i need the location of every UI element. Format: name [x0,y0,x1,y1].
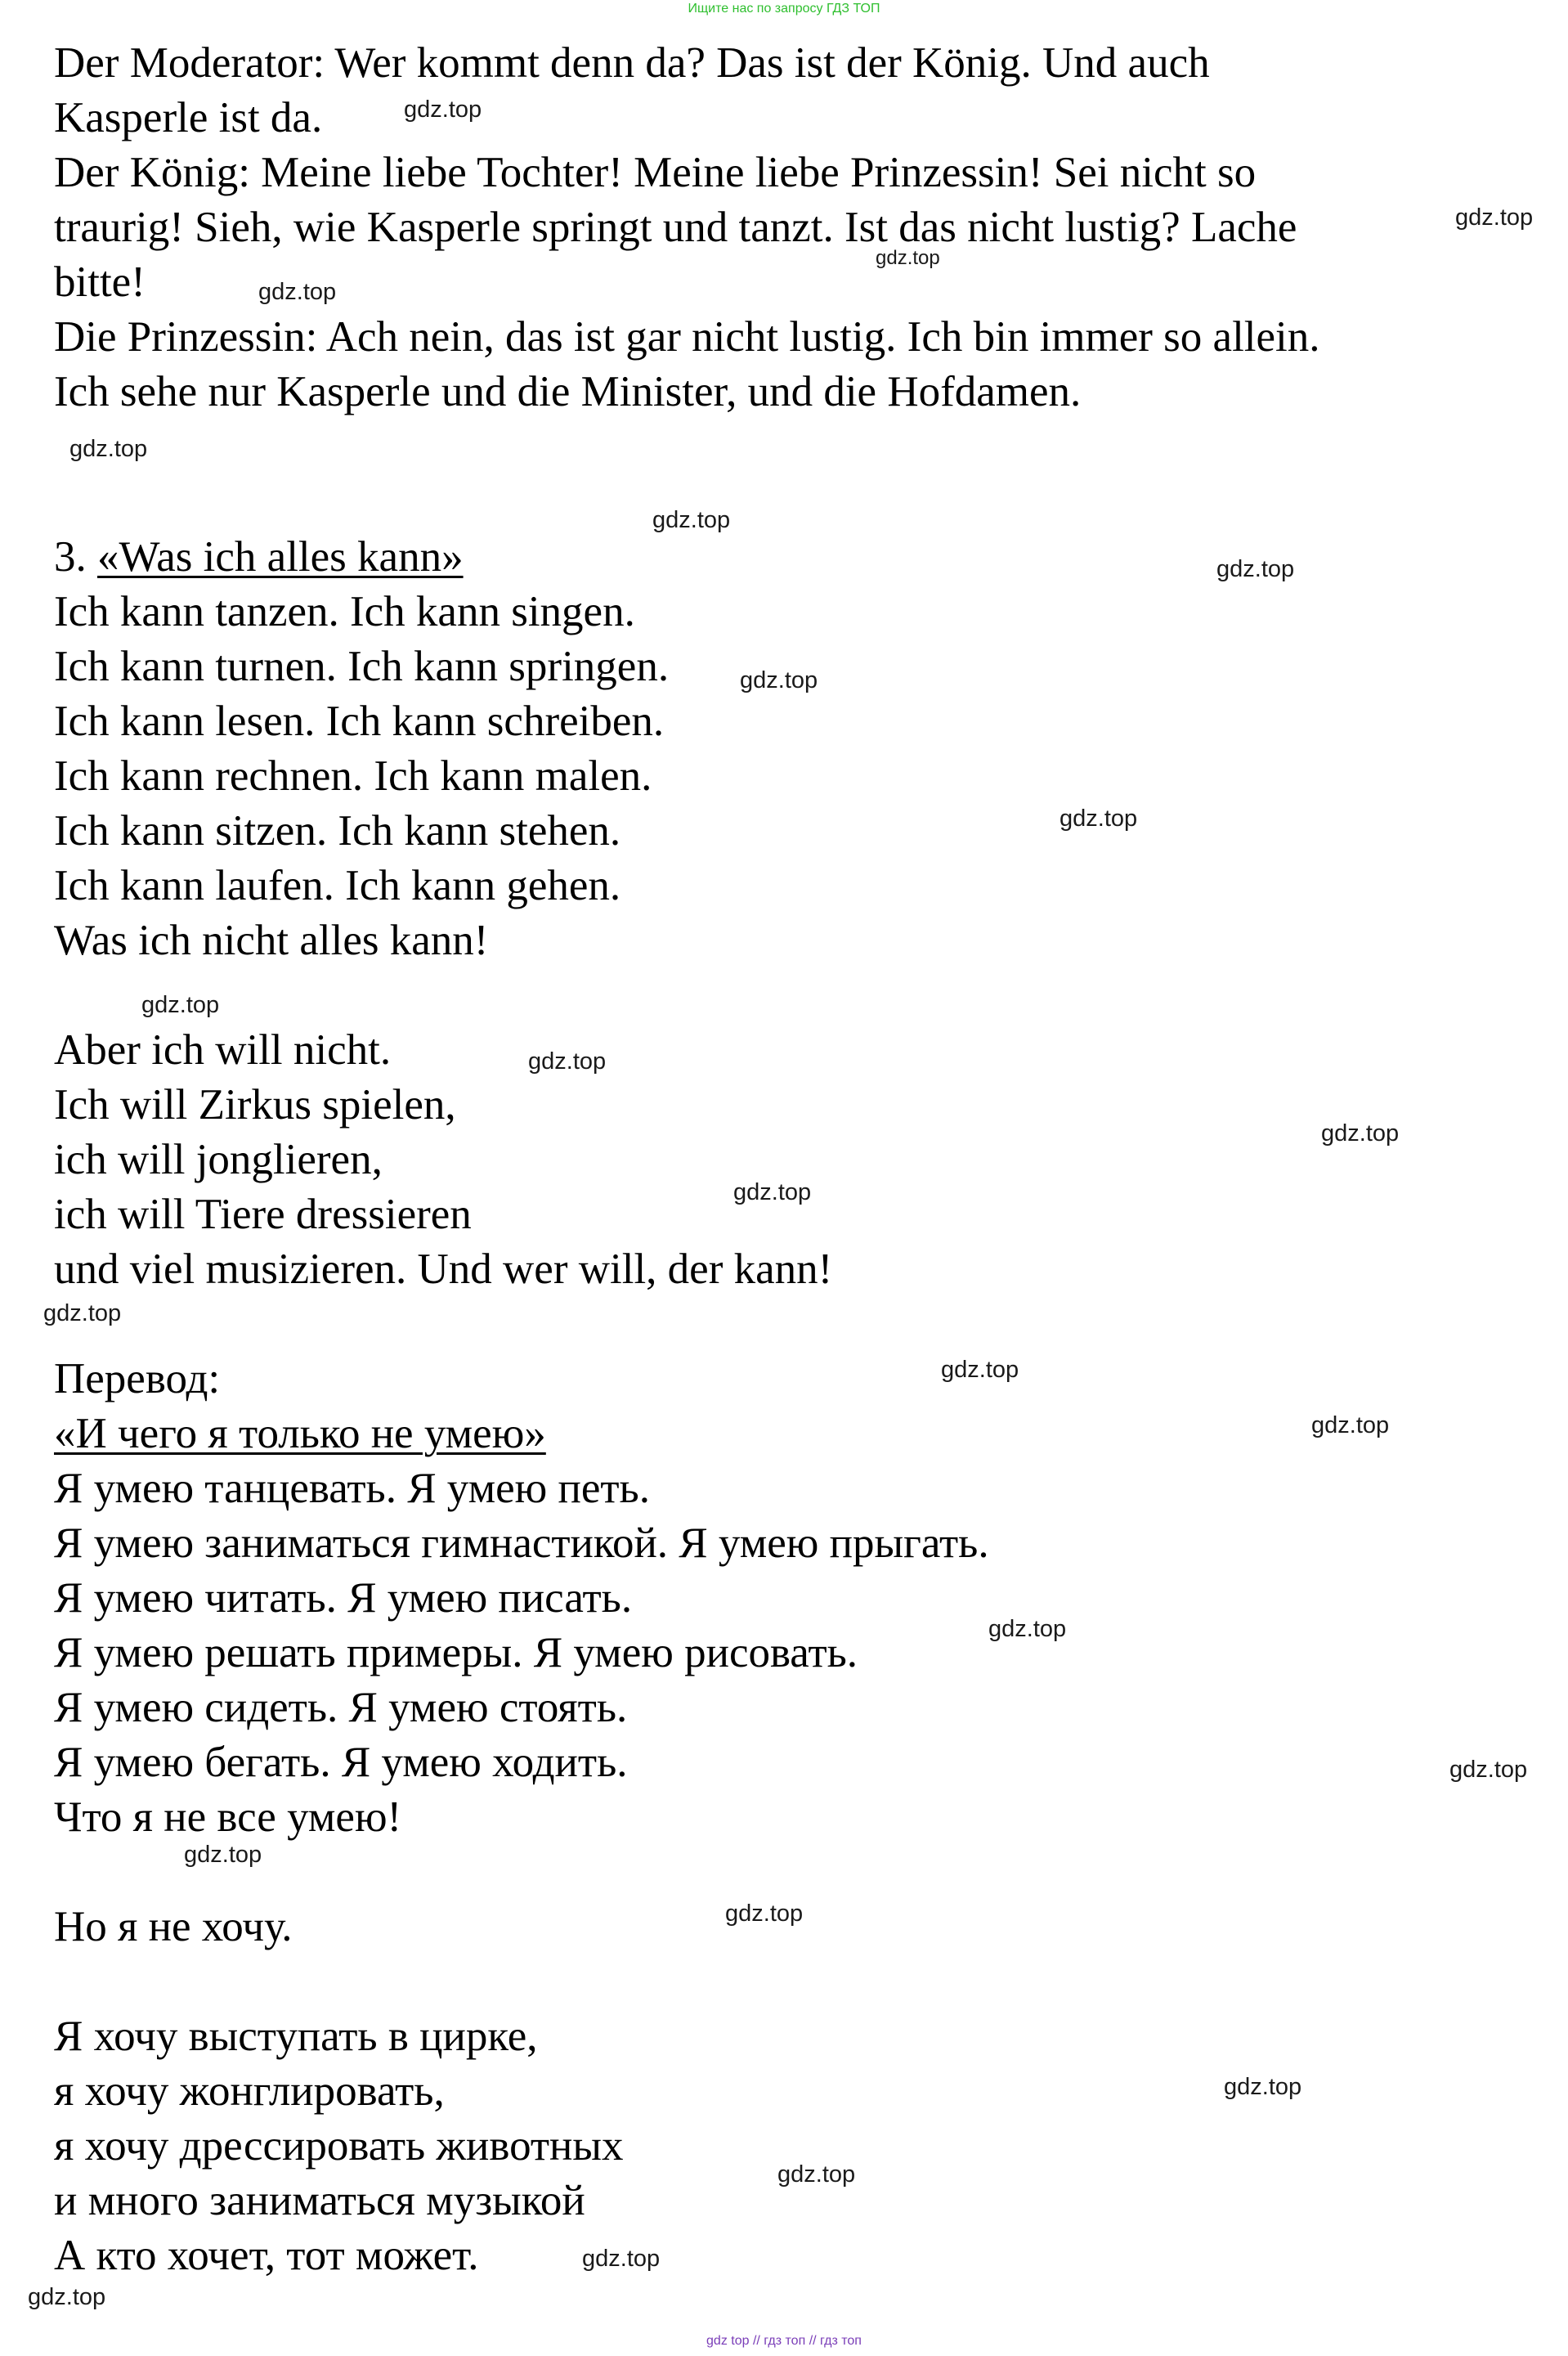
scene-line: traurig! Sieh, wie Kasperle springt und tanzt. Ist das nicht lustig? Lache [54,204,1297,251]
watermark: gdz.top [1216,556,1295,582]
watermark: gdz.top [141,992,220,1018]
poem-number: 3. [54,533,87,581]
translation-line: Я умею решать примеры. Я умею рисовать. [54,1629,858,1676]
watermark: gdz.top [652,507,731,533]
poem-line: Ich kann sitzen. Ich kann stehen. [54,807,621,855]
translation-line: Я умею танцевать. Я умею петь. [54,1465,650,1512]
poem-line: Was ich nicht alles kann! [54,917,489,964]
watermark: gdz.top [1455,204,1534,231]
watermark: gdz.top [988,1616,1067,1642]
poem-line: Aber ich will nicht. [54,1026,392,1074]
translation-line: Но я не хочу. [54,1903,293,1950]
scene-line: Der König: Meine liebe Tochter! Meine liebe Prinzessin! Sei nicht so [54,149,1257,196]
translation-line: А кто хочет, тот может. [54,2232,479,2279]
poem-line: Ich kann tanzen. Ich kann singen. [54,588,635,635]
watermark: gdz.top [725,1901,804,1927]
watermark: gdz.top [1224,2074,1302,2100]
translation-line: и много заниматься музыкой [54,2177,585,2224]
poem-title: «Was ich alles kann» [97,533,464,581]
translation-title-text: «И чего я только не умею» [54,1410,546,1457]
bottom-banner[interactable]: gdz top // гдз топ // гдз топ [706,2334,862,2348]
poem-line: ich will Tiere dressieren [54,1191,472,1238]
poem-line: Ich kann turnen. Ich kann springen. [54,643,670,690]
watermark: gdz.top [777,2161,856,2188]
watermark: gdz.top [1321,1120,1400,1147]
top-banner[interactable]: Ищите нас по запросу ГДЗ ТОП [688,2,880,16]
poem-line: Ich kann lesen. Ich kann schreiben. [54,698,665,745]
watermark: gdz.top [1060,806,1138,832]
watermark: gdz.top [941,1357,1019,1383]
poem-line: und viel musizieren. Und wer will, der kann! [54,1245,833,1293]
watermark: gdz.top [404,96,482,123]
translation-line: Я умею сидеть. Я умею стоять. [54,1684,628,1731]
translation-line: Я умею бегать. Я умею ходить. [54,1739,628,1786]
poem-line: ich will jonglieren, [54,1136,383,1183]
watermark: gdz.top [1449,1757,1528,1783]
translation-line: я хочу жонглировать, [54,2067,445,2115]
watermark: gdz.top [733,1179,812,1205]
poem-heading [54,532,464,581]
translation-label: Перевод: [54,1355,221,1402]
translation-title [54,1409,546,1458]
poem-line: Ich will Zirkus spielen, [54,1081,456,1129]
watermark: gdz.top [43,1300,122,1326]
watermark: gdz.top [1311,1412,1390,1438]
scene-line: Die Prinzessin: Ach nein, das ist gar nicht lustig. Ich bin immer so allein. [54,313,1320,361]
scene-line: bitte! [54,258,146,306]
watermark: gdz.top [876,247,940,269]
scene-line: Ich sehe nur Kasperle und die Minister, und die Hofdamen. [54,368,1082,415]
translation-line: Что я не все умею! [54,1793,402,1841]
watermark: gdz.top [582,2246,661,2272]
watermark: gdz.top [528,1048,607,1075]
translation-line: Я хочу выступать в цирке, [54,2013,538,2060]
poem-line: Ich kann rechnen. Ich kann malen. [54,752,652,800]
watermark: gdz.top [69,436,148,462]
watermark: gdz.top [740,667,818,693]
scene-line: Der Moderator: Wer kommt denn da? Das ist der König. Und auch [54,39,1210,87]
watermark: gdz.top [184,1842,262,1868]
watermark: gdz.top [258,279,337,305]
poem-line: Ich kann laufen. Ich kann gehen. [54,862,621,909]
translation-line: Я умею заниматься гимнастикой. Я умею прыгать. [54,1519,989,1567]
translation-line: я хочу дрессировать животных [54,2122,624,2170]
watermark: gdz.top [28,2284,106,2310]
scene-line: Kasperle ist da. [54,94,323,141]
translation-line: Я умею читать. Я умею писать. [54,1574,633,1622]
